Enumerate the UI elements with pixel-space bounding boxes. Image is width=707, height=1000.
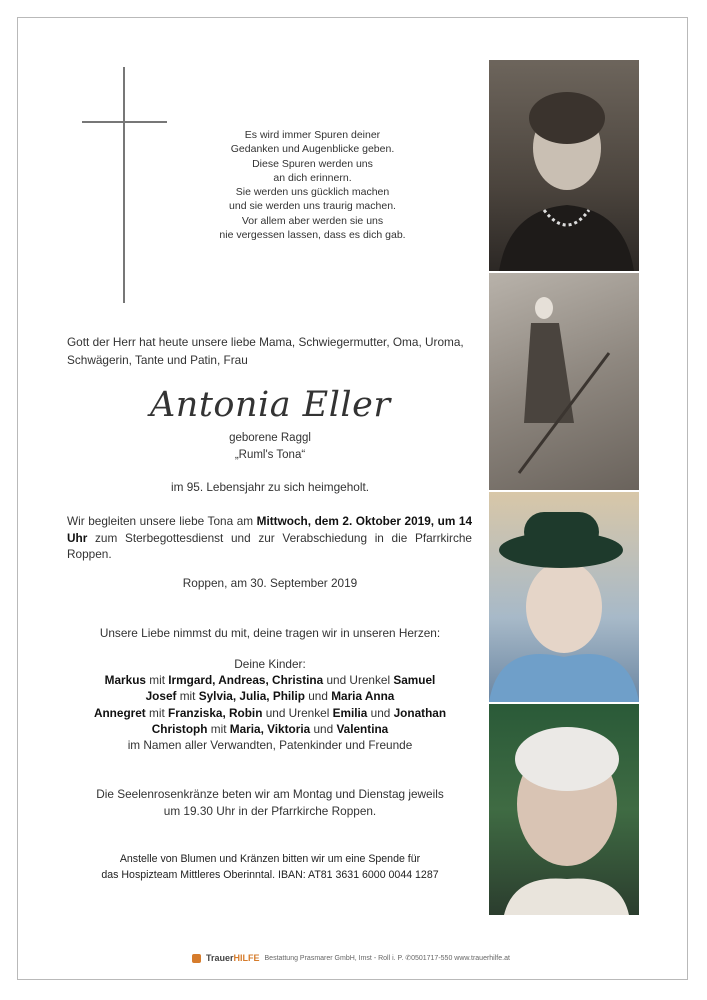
logo-text-b: HILFE bbox=[233, 953, 260, 963]
love-line: Unsere Liebe nimmst du mit, deine tragen wir in unseren Herzen: bbox=[99, 626, 441, 640]
photo-young-portrait bbox=[489, 60, 639, 271]
poem-line: an dich erinnern. bbox=[273, 171, 352, 184]
funeral-text-2: zum Sterbegottesdienst und zur Verabschiedung in die Pfarrkirche Roppen. bbox=[67, 530, 472, 561]
deceased-name: Antonia Eller bbox=[150, 385, 391, 425]
mourner-name: Annegret bbox=[93, 705, 146, 720]
intro-text: Gott der Herr hat heute unsere liebe Mama, Schwiegermutter, Oma, Uroma, Schwägerin, Tante und Patin, Frau bbox=[67, 335, 464, 367]
poem-line: Es wird immer Spuren deiner bbox=[244, 129, 381, 141]
hat-portrait bbox=[489, 492, 639, 702]
poem-line: Diese Spuren werden uns bbox=[252, 157, 373, 170]
poem-line: und sie werden uns traurig machen. bbox=[229, 200, 396, 213]
photo-field-work bbox=[489, 273, 639, 490]
kids-footer: im Namen aller Verwandten, Patenkinder und Freunde bbox=[127, 738, 413, 753]
mourner-name: Maria, Viktoria bbox=[229, 721, 311, 736]
donation-line: Anstelle von Blumen und Kränzen bitten wir um eine Spende für bbox=[119, 853, 421, 865]
logo-text-a: Trauer bbox=[206, 953, 234, 963]
footer-text: Bestattung Prasmarer GmbH, Imst - Roll i. P. ✆0501717-550 www.trauerhilfe.at bbox=[264, 955, 510, 962]
poem bbox=[190, 128, 435, 242]
poem-line: Vor allem aber werden sie uns bbox=[241, 214, 384, 227]
mourner-name: Maria Anna bbox=[331, 689, 395, 704]
nickname: „Ruml's Tona“ bbox=[234, 449, 306, 461]
poem-line: nie vergessen lassen, dass es dich gab. bbox=[219, 229, 406, 242]
mourner-connector: mit bbox=[207, 721, 230, 736]
mourner-connector: und bbox=[304, 689, 332, 704]
kids-line bbox=[45, 672, 495, 688]
donation-info bbox=[35, 851, 505, 883]
mourner-connector: mit bbox=[176, 689, 199, 704]
place-date: Roppen, am 30. September 2019 bbox=[182, 576, 358, 590]
portrait-silhouette bbox=[489, 60, 639, 271]
birth-name: geborene Raggl bbox=[229, 432, 311, 444]
poem-line: Sie werden uns gücklich machen bbox=[235, 186, 390, 199]
logo-text bbox=[206, 953, 260, 963]
photo-elderly-portrait bbox=[489, 704, 639, 915]
poem-line: Gedanken und Augenblicke geben. bbox=[230, 143, 395, 156]
mourner-connector: und Urenkel bbox=[323, 673, 394, 688]
donation-line: das Hospizteam Mittleres Oberinntal. IBAN: AT81 3631 6000 0044 1287 bbox=[101, 869, 439, 881]
mourner-connector: und bbox=[367, 705, 394, 720]
trauerhilfe-logo-icon bbox=[192, 954, 201, 963]
elderly-portrait bbox=[489, 704, 639, 915]
mourner-name: Josef bbox=[145, 689, 177, 704]
mourner-name: Valentina bbox=[336, 721, 389, 736]
birth-name-block bbox=[160, 430, 380, 464]
mourner-name: Irmgard, Andreas, Christina bbox=[168, 673, 324, 688]
field-scene bbox=[489, 273, 639, 490]
rosary-line: Die Seelenrosenkränze beten wir am Montag und Dienstag jeweils bbox=[96, 787, 444, 801]
funeral-text-1: Wir begleiten unsere liebe Tona am bbox=[67, 514, 257, 528]
mourner-name: Sylvia, Julia, Philip bbox=[198, 689, 305, 704]
mourner-connector: mit bbox=[145, 705, 169, 720]
rosary-line: um 19.30 Uhr in der Pfarrkirche Roppen. bbox=[163, 803, 377, 818]
kids-line bbox=[45, 688, 495, 704]
footer bbox=[192, 953, 522, 963]
mourner-connector: und Urenkel bbox=[262, 705, 333, 720]
kids-line bbox=[45, 705, 495, 721]
kids-heading: Deine Kinder: bbox=[234, 657, 306, 671]
mourner-name: Markus bbox=[104, 673, 146, 688]
funeral-details bbox=[67, 513, 472, 563]
mourners-list bbox=[45, 656, 495, 753]
mourner-name: Emilia bbox=[332, 705, 368, 720]
rosary-info bbox=[45, 786, 495, 819]
cross-icon-bar bbox=[82, 121, 167, 123]
cross-icon bbox=[123, 67, 125, 303]
age-line: im 95. Lebensjahr zu sich heimgeholt. bbox=[170, 480, 370, 494]
mourner-connector: mit bbox=[145, 673, 169, 688]
funeral-date: Mittwoch, dem 2. Oktober 2019, um 14 Uhr bbox=[67, 514, 473, 545]
mourner-name: Franziska, Robin bbox=[168, 705, 263, 720]
mourner-name: Christoph bbox=[151, 721, 208, 736]
kids-line bbox=[45, 721, 495, 737]
mourner-connector: und bbox=[310, 721, 337, 736]
mourner-name: Samuel bbox=[393, 673, 436, 688]
photo-hat-portrait bbox=[489, 492, 639, 702]
mourner-name: Jonathan bbox=[393, 705, 447, 720]
